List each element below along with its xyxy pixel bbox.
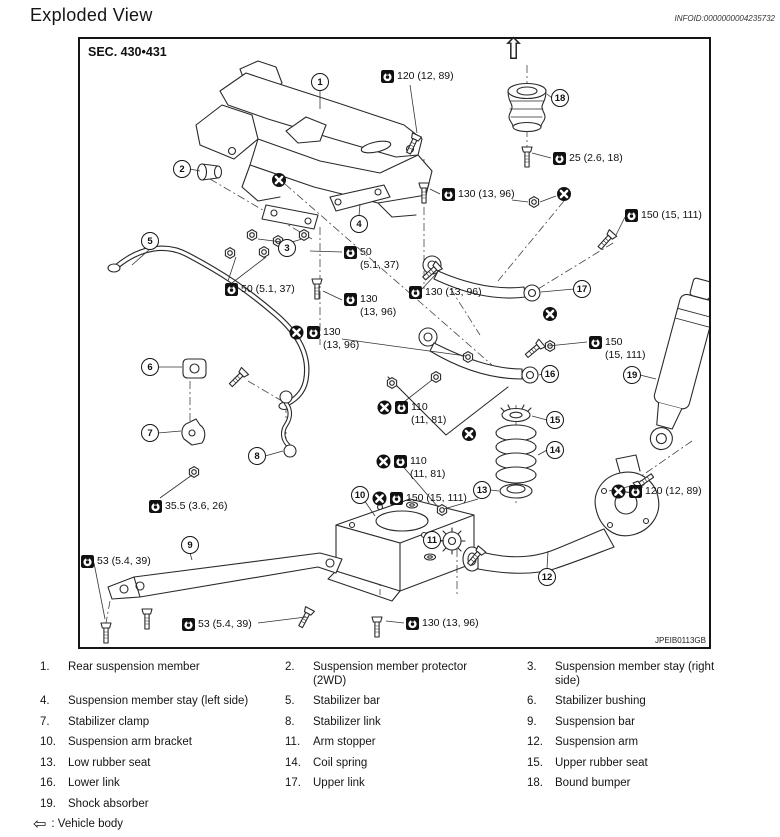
legend-item-number: 13. — [40, 756, 56, 769]
torque-spec-label — [376, 455, 445, 480]
bound-bumper — [508, 84, 546, 132]
legend-item — [285, 777, 527, 791]
torque-value: 130 (13, 96) — [458, 188, 515, 200]
torque-value: 110 (11, 81) — [411, 401, 447, 426]
callout-number: 13 — [473, 481, 491, 499]
torque-wrench-icon — [182, 618, 195, 631]
torque-wrench-icon — [149, 500, 162, 513]
legend-item — [285, 695, 527, 709]
callout-number: 5 — [141, 232, 159, 250]
torque-spec-label — [625, 209, 702, 222]
callout-number: 15 — [546, 411, 564, 429]
vehicle-body-note — [33, 816, 123, 832]
torque-spec-label — [409, 286, 482, 299]
legend-item — [40, 736, 285, 750]
callout-number: 7 — [141, 424, 159, 442]
torque-value: 130 (13, 96) — [323, 326, 360, 351]
section-label: SEC. 430•431 — [88, 45, 167, 59]
legend-item — [527, 695, 752, 709]
legend-item-label: Suspension member protector (2WD) — [313, 661, 468, 687]
torque-value: 110 (11, 81) — [410, 455, 446, 480]
torque-wrench-icon — [381, 70, 394, 83]
non-reusable-icon — [289, 325, 304, 340]
torque-wrench-icon — [394, 455, 407, 468]
callout-number: 19 — [623, 366, 641, 384]
suspension-arm — [463, 455, 659, 573]
legend-item-number: 17. — [285, 777, 301, 789]
non-reusable-icon — [377, 400, 392, 415]
parts-legend — [40, 661, 752, 811]
callout-number: 2 — [173, 160, 191, 178]
torque-wrench-icon — [625, 209, 638, 222]
figure-code: JPEIB0113GB — [655, 636, 706, 645]
coil-spring — [496, 425, 536, 483]
legend-item-label: Stabilizer link — [313, 715, 381, 728]
callout-number: 18 — [551, 89, 569, 107]
non-reusable-icon — [462, 427, 477, 442]
torque-wrench-icon — [589, 336, 602, 349]
torque-wrench-icon — [406, 617, 419, 630]
callout-number: 12 — [538, 568, 556, 586]
non-reusable-icon — [611, 484, 626, 499]
torque-wrench-icon — [553, 152, 566, 165]
infoid-code: INFOID:0000000004235732 — [674, 14, 775, 23]
torque-value: 120 (12, 89) — [397, 70, 454, 82]
torque-value: 35.5 (3.6, 26) — [165, 500, 228, 512]
torque-spec-label — [344, 293, 396, 318]
torque-wrench-icon — [225, 283, 238, 296]
legend-item — [40, 757, 285, 771]
legend-item-number: 15. — [527, 756, 543, 769]
torque-value: 50 (5.1, 37) — [241, 283, 295, 295]
legend-item-label: Suspension bar — [555, 715, 635, 728]
torque-wrench-icon — [344, 293, 357, 306]
torque-wrench-icon — [390, 492, 403, 505]
legend-item-number: 6. — [527, 695, 537, 707]
torque-value: 150 (15, 111) — [406, 492, 467, 504]
legend-item-label: Stabilizer bushing — [555, 695, 646, 707]
legend-item-number: 4. — [40, 695, 50, 707]
callout-number: 10 — [351, 486, 369, 504]
legend-item-label: Suspension member stay (left side) — [68, 695, 249, 707]
callout-number: 3 — [278, 239, 296, 257]
torque-spec-label — [372, 492, 467, 506]
torque-spec-label — [589, 336, 645, 361]
torque-value: 53 (5.4, 39) — [198, 618, 252, 630]
legend-item-label: Upper rubber seat — [555, 756, 648, 769]
torque-wrench-icon — [629, 485, 642, 498]
torque-value: 50 (5.1, 37) — [360, 246, 400, 271]
legend-item-label: Coil spring — [313, 756, 368, 769]
torque-wrench-icon — [395, 401, 408, 414]
legend-item — [527, 661, 752, 688]
torque-wrench-icon — [81, 555, 94, 568]
torque-spec-label — [381, 70, 454, 83]
callout-number: 14 — [546, 441, 564, 459]
torque-value: 53 (5.4, 39) — [97, 555, 151, 567]
torque-value: 130 (13, 96) — [360, 293, 397, 318]
stabilizer-clamp — [182, 419, 205, 445]
legend-item — [40, 798, 285, 812]
legend-item-label: Suspension arm — [555, 736, 639, 748]
torque-spec-label — [289, 326, 359, 351]
torque-value: 25 (2.6, 18) — [569, 152, 623, 164]
callout-number: 4 — [350, 215, 368, 233]
torque-spec-label — [611, 485, 702, 499]
torque-wrench-icon — [442, 188, 455, 201]
torque-spec-label — [377, 401, 446, 426]
non-reusable-icon — [543, 307, 558, 322]
legend-item-label: Bound bumper — [555, 777, 631, 789]
vehicle-body-direction-arrow-icon: ⇧ — [501, 32, 527, 67]
torque-spec-label — [225, 283, 295, 296]
legend-item — [40, 695, 285, 709]
legend-item-number: 11. — [285, 736, 301, 748]
torque-spec-label — [149, 500, 227, 513]
torque-wrench-icon — [307, 326, 320, 339]
legend-item — [285, 716, 527, 730]
callout-number: 8 — [248, 447, 266, 465]
legend-item-label: Low rubber seat — [68, 756, 151, 769]
legend-item-label: Arm stopper — [313, 736, 376, 748]
legend-item — [40, 661, 285, 688]
shock-absorber — [641, 275, 709, 453]
legend-item-number: 14. — [285, 756, 301, 769]
non-reusable-icon — [557, 187, 572, 202]
legend-item-label: Suspension member stay (right side) — [555, 661, 715, 687]
torque-wrench-icon — [344, 246, 357, 259]
legend-item-label: Suspension arm bracket — [68, 736, 193, 748]
legend-item-number: 18. — [527, 777, 543, 789]
exploded-view-diagram — [78, 32, 711, 649]
callout-number: 17 — [573, 280, 591, 298]
callout-number: 16 — [541, 365, 559, 383]
stabilizer-bar — [108, 248, 307, 409]
torque-spec-label — [442, 188, 515, 201]
legend-item-number: 12. — [527, 736, 543, 748]
low-rubber-seat — [500, 484, 532, 498]
stabilizer-bushing — [183, 359, 206, 378]
legend-item-number: 9. — [527, 715, 537, 728]
callout-number: 9 — [181, 536, 199, 554]
torque-value: 120 (12, 89) — [645, 485, 702, 497]
callout-number: 6 — [141, 358, 159, 376]
legend-item-number: 10. — [40, 736, 56, 748]
legend-item-label: Rear suspension member — [68, 661, 200, 673]
torque-value: 130 (13, 96) — [425, 286, 482, 298]
legend-item — [527, 736, 752, 750]
torque-spec-label — [81, 555, 151, 568]
legend-item-number: 19. — [40, 797, 56, 810]
legend-item — [285, 661, 527, 688]
legend-item-label: Lower link — [68, 777, 120, 789]
callout-number: 11 — [423, 531, 441, 549]
legend-item-number: 16. — [40, 777, 56, 789]
legend-item — [285, 736, 527, 750]
legend-item-label: Stabilizer clamp — [68, 715, 150, 728]
legend-item-number: 7. — [40, 715, 50, 728]
torque-spec-label — [182, 618, 252, 631]
legend-item-label: Shock absorber — [68, 797, 149, 810]
non-reusable-icon — [272, 173, 287, 188]
legend-item-label: Stabilizer bar — [313, 695, 381, 707]
torque-wrench-icon — [409, 286, 422, 299]
suspension-member-protector — [198, 164, 222, 180]
legend-item — [527, 757, 752, 771]
legend-item-label: Upper link — [313, 777, 365, 789]
page-title: Exploded View — [30, 5, 153, 25]
legend-item — [527, 716, 752, 730]
legend-item-number: 2. — [285, 661, 295, 673]
legend-item — [527, 777, 752, 791]
legend-item-number: 5. — [285, 695, 295, 707]
legend-item-number: 1. — [40, 661, 50, 673]
legend-item — [40, 716, 285, 730]
torque-value: 130 (13, 96) — [422, 617, 479, 629]
torque-spec-label — [553, 152, 623, 165]
legend-item-number: 3. — [527, 661, 537, 673]
callout-number: 1 — [311, 73, 329, 91]
non-reusable-icon — [372, 491, 387, 506]
legend-item — [40, 777, 285, 791]
nuts — [189, 197, 554, 516]
vehicle-body-arrow-icon: ⇦ — [33, 814, 47, 833]
torque-spec-label — [344, 246, 399, 271]
legend-item-number: 8. — [285, 715, 295, 728]
legend-item — [285, 757, 527, 771]
torque-value: 150 (15, 111) — [605, 336, 646, 361]
torque-spec-label — [406, 617, 479, 630]
non-reusable-icon — [376, 454, 391, 469]
suspension-member-stay-right-side — [262, 205, 318, 229]
torque-value: 150 (15, 111) — [641, 209, 702, 221]
vehicle-body-note-label: : Vehicle body — [51, 818, 124, 830]
